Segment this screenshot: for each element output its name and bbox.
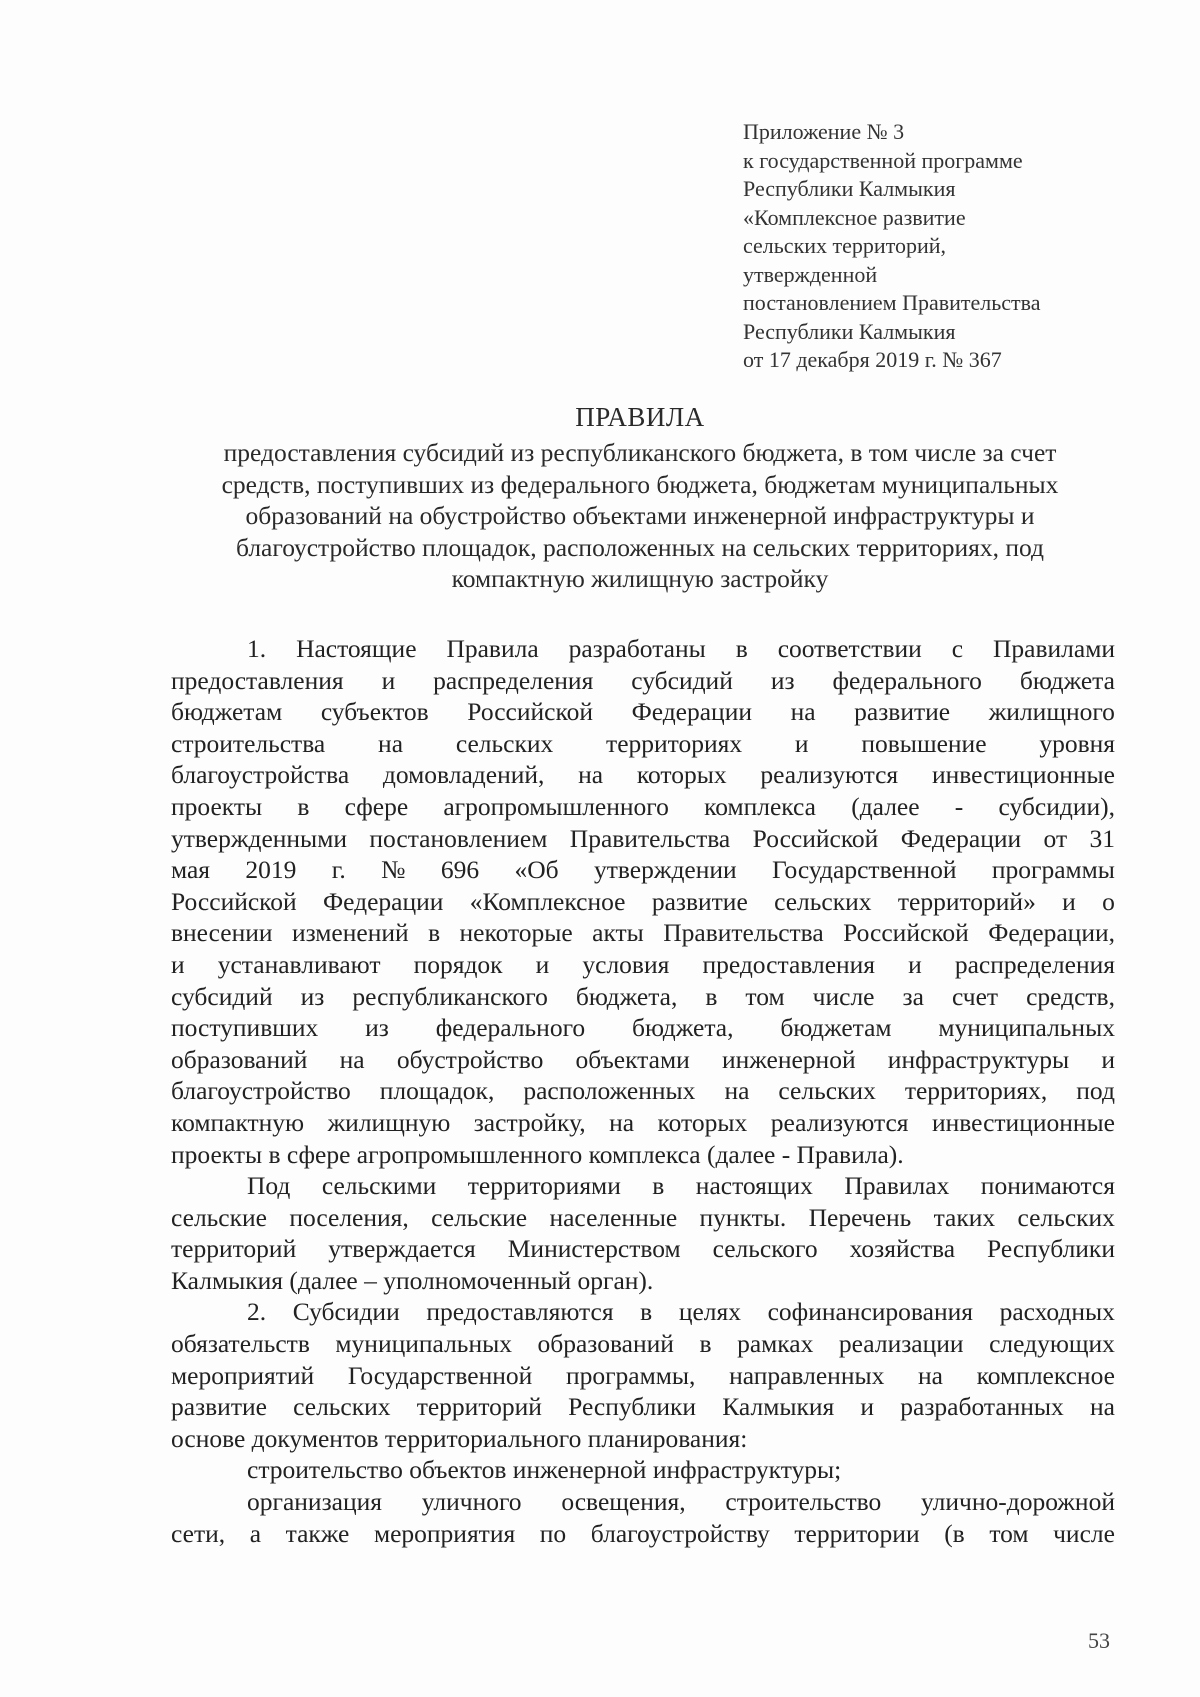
body-word: числе bbox=[1053, 1518, 1115, 1548]
body-word: Правилами bbox=[992, 634, 1115, 663]
body-line bbox=[171, 917, 1115, 949]
body-line bbox=[171, 1454, 1115, 1486]
body-word: уличного bbox=[421, 1487, 522, 1517]
appendix-line: от 17 декабря 2019 г. № 367 bbox=[743, 347, 1002, 372]
body-word: из bbox=[770, 665, 795, 695]
body-word: уровня bbox=[1039, 728, 1115, 758]
body-word: площадок, bbox=[379, 1076, 495, 1106]
body-word: следующих bbox=[989, 1329, 1115, 1359]
body-word: сельского bbox=[712, 1234, 818, 1264]
body-word: которых bbox=[636, 760, 727, 790]
body-word: Государственной bbox=[772, 855, 957, 885]
body-word: реализуются bbox=[760, 760, 899, 790]
body-word: некоторые bbox=[459, 918, 573, 948]
body-word: соответствии bbox=[777, 634, 922, 663]
body-word: жилищную bbox=[327, 1107, 451, 1137]
body-word: том bbox=[989, 1518, 1029, 1548]
body-word: разработаны bbox=[568, 634, 706, 663]
body-word: Российской bbox=[467, 697, 593, 727]
appendix-line: сельских территорий, bbox=[743, 233, 947, 258]
body-word: инвестиционные bbox=[931, 1107, 1115, 1137]
body-line bbox=[171, 633, 1115, 665]
body-word: субъектов bbox=[320, 697, 429, 727]
body-word: и bbox=[171, 949, 185, 979]
body-word: Под bbox=[247, 1171, 291, 1201]
body-word: 31 bbox=[1089, 823, 1115, 853]
body-word: поселения, bbox=[289, 1202, 409, 1232]
body-word: на bbox=[609, 1107, 635, 1137]
body-word: Правительства bbox=[569, 823, 731, 853]
body-line bbox=[171, 1423, 1115, 1455]
body-line bbox=[171, 1170, 1115, 1202]
body-word: изменений bbox=[291, 918, 409, 948]
body-word: постановлением bbox=[369, 823, 548, 853]
body-word: Правилах bbox=[844, 1171, 950, 1201]
body-line-text: строительство объектов инженерной инфраструктуры; bbox=[247, 1455, 842, 1485]
body-word: комплекса bbox=[704, 791, 816, 821]
body-line bbox=[171, 1360, 1115, 1392]
body-word: строительство bbox=[725, 1487, 882, 1517]
body-line-text: проекты в сфере агропромышленного комплекса (далее - Правила). bbox=[171, 1139, 904, 1169]
document-title: ПРАВИЛА bbox=[575, 402, 705, 432]
body-word: Федерации bbox=[323, 886, 444, 916]
body-word: домовладений, bbox=[382, 760, 545, 790]
body-line bbox=[171, 1107, 1115, 1139]
body-word: реализации bbox=[838, 1329, 964, 1359]
body-word: реализуются bbox=[770, 1107, 909, 1137]
body-line bbox=[171, 1391, 1115, 1423]
body-line bbox=[171, 1486, 1115, 1518]
body-word: Федерации bbox=[631, 697, 752, 727]
body-word: инвестиционные bbox=[931, 760, 1115, 790]
body-word: инженерной bbox=[721, 1044, 856, 1074]
body-word: 696 bbox=[440, 855, 480, 885]
document-subtitle bbox=[170, 437, 1110, 595]
body-word: организация bbox=[247, 1487, 382, 1517]
body-word: распределения bbox=[954, 949, 1115, 979]
body-word: таких bbox=[933, 1202, 996, 1232]
body-word: развитие bbox=[854, 697, 951, 727]
body-word: федерального bbox=[832, 665, 982, 695]
body-word: сельские bbox=[171, 1202, 267, 1232]
body-line bbox=[171, 791, 1115, 823]
body-word: территории bbox=[794, 1518, 920, 1548]
body-word: и bbox=[794, 728, 809, 758]
body-word: территориях, bbox=[904, 1076, 1048, 1106]
body-word: Перечень bbox=[808, 1202, 912, 1232]
body-word: «Комплексное bbox=[469, 886, 626, 916]
body-word: в bbox=[705, 981, 718, 1011]
appendix-line: Республики Калмыкия bbox=[743, 318, 956, 344]
body-word: с bbox=[951, 634, 964, 663]
body-word: Настоящие bbox=[296, 634, 417, 663]
body-word: проекты bbox=[171, 791, 263, 821]
body-line bbox=[171, 1075, 1115, 1107]
body-word: Государственной bbox=[347, 1360, 533, 1390]
subtitle-line: компактную жилищную застройку bbox=[451, 564, 829, 593]
body-word: за bbox=[902, 981, 924, 1011]
body-word: бюджетам bbox=[780, 1013, 892, 1043]
body-word: рамках bbox=[737, 1329, 814, 1359]
body-word: которых bbox=[657, 1107, 748, 1137]
body-word: в bbox=[297, 791, 310, 821]
body-word: от bbox=[1043, 823, 1068, 853]
body-word: сельских bbox=[774, 886, 872, 916]
body-word: акты bbox=[592, 918, 644, 948]
body-word: субсидии), bbox=[998, 791, 1115, 821]
body-word: субсидий bbox=[171, 981, 273, 1011]
body-line bbox=[171, 1202, 1115, 1234]
body-word: том bbox=[745, 981, 785, 1011]
body-word: разработанных bbox=[900, 1392, 1064, 1422]
body-word: комплексное bbox=[976, 1360, 1115, 1390]
body-line bbox=[171, 854, 1115, 886]
body-word: бюджета, bbox=[575, 981, 678, 1011]
appendix-line: Приложение № 3 bbox=[743, 119, 905, 144]
body-line bbox=[171, 665, 1115, 697]
body-word: распределения bbox=[433, 665, 594, 695]
body-line bbox=[171, 981, 1115, 1013]
body-line bbox=[171, 1044, 1115, 1076]
body-word: жилищного bbox=[988, 697, 1115, 727]
body-word: «Об bbox=[514, 855, 559, 885]
body-word: понимаются bbox=[980, 1171, 1115, 1201]
body-word: строительства bbox=[171, 728, 326, 758]
body-word: счет bbox=[951, 981, 999, 1011]
body-word: порядок bbox=[413, 949, 503, 979]
body-word: населенные bbox=[549, 1202, 678, 1232]
body-word: о bbox=[1102, 886, 1115, 916]
body-word: инфраструктуры bbox=[887, 1044, 1070, 1074]
body-word: Республики bbox=[568, 1392, 697, 1422]
body-word: мероприятий bbox=[171, 1360, 315, 1390]
body-word: внесении bbox=[171, 918, 273, 948]
appendix-line: к государственной программе bbox=[743, 147, 1023, 173]
body-word: программы, bbox=[565, 1360, 696, 1390]
body-word: территориях bbox=[606, 728, 743, 758]
body-word: благоустройство bbox=[171, 1076, 351, 1106]
body-word: утвержденными bbox=[171, 823, 347, 853]
body-line bbox=[171, 1139, 1115, 1171]
body-word: предоставляются bbox=[426, 1297, 614, 1327]
body-word: Российской bbox=[752, 823, 879, 853]
body-word: Калмыкия bbox=[722, 1392, 835, 1422]
body-word: мая bbox=[171, 855, 211, 885]
body-word: территориями bbox=[467, 1171, 621, 1201]
body-word: 2. bbox=[247, 1297, 267, 1327]
body-word: Республики bbox=[987, 1234, 1115, 1264]
body-word: агропромышленного bbox=[443, 791, 669, 821]
body-word: Субсидии bbox=[292, 1297, 400, 1327]
body-word: Федерации bbox=[900, 823, 1022, 853]
body-line bbox=[171, 949, 1115, 981]
body-word: бюджетам bbox=[171, 697, 283, 727]
body-word: на bbox=[339, 1044, 365, 1074]
body-word: повышение bbox=[861, 728, 987, 758]
body-line-text: основе документов территориального планирования: bbox=[171, 1423, 748, 1453]
body-word: предоставления bbox=[702, 949, 876, 979]
body-word: г. bbox=[331, 855, 346, 885]
subtitle-line: предоставления субсидий из республиканского бюджета, в том числе за счет bbox=[223, 438, 1057, 467]
body-line bbox=[171, 823, 1115, 855]
body-word: муниципальных bbox=[335, 1329, 512, 1359]
body-word: объектами bbox=[575, 1044, 690, 1074]
body-word: софинансирования bbox=[767, 1297, 973, 1327]
body-word: в bbox=[652, 1171, 665, 1201]
body-word: на bbox=[378, 728, 404, 758]
body-word: по bbox=[539, 1518, 567, 1548]
body-word: 2019 bbox=[245, 855, 297, 885]
appendix-header bbox=[743, 118, 1163, 375]
body-word: поступивших bbox=[171, 1013, 319, 1043]
body-word: и bbox=[860, 1392, 875, 1422]
body-word: программы bbox=[991, 855, 1115, 885]
body-word: также bbox=[285, 1518, 350, 1548]
body-word: благоустройству bbox=[590, 1518, 770, 1548]
body-word: расходных bbox=[999, 1297, 1115, 1327]
body-word: благоустройства bbox=[171, 760, 350, 790]
body-word: обустройство bbox=[396, 1044, 544, 1074]
body-word: развитие bbox=[651, 886, 748, 916]
body-word: обязательств bbox=[171, 1329, 310, 1359]
body-word: в bbox=[428, 918, 441, 948]
appendix-line: Республики Калмыкия bbox=[743, 176, 956, 201]
body-word: предоставления bbox=[171, 665, 344, 695]
body-word: компактную bbox=[171, 1107, 305, 1137]
body-word: и bbox=[908, 949, 922, 979]
body-word: хозяйства bbox=[849, 1234, 956, 1264]
body-word: из bbox=[365, 1013, 389, 1043]
body-word: сельские bbox=[431, 1202, 528, 1232]
body-word: улично-дорожной bbox=[921, 1487, 1115, 1517]
body-word: № bbox=[381, 855, 406, 885]
body-word: и bbox=[1101, 1044, 1115, 1074]
subtitle-line: образований на обустройство объектами инженерной инфраструктуры и bbox=[245, 501, 1035, 530]
body-word: расположенных bbox=[523, 1076, 696, 1106]
body-word: республиканского bbox=[352, 981, 548, 1011]
body-line bbox=[171, 696, 1115, 728]
body-word: из bbox=[300, 981, 325, 1011]
body-word: в bbox=[735, 634, 748, 663]
body-word: Российской bbox=[171, 886, 297, 916]
body-word: (далее bbox=[851, 791, 920, 821]
body-word: утверждении bbox=[593, 855, 737, 885]
appendix-line: постановлением Правительства bbox=[743, 290, 1041, 315]
appendix-line: «Комплексное развитие bbox=[743, 204, 966, 230]
body-word: сети, bbox=[171, 1518, 226, 1548]
document-body bbox=[171, 633, 1115, 1549]
body-word: территорий bbox=[171, 1234, 297, 1264]
body-line bbox=[171, 728, 1115, 760]
body-word: и bbox=[381, 665, 396, 695]
body-word: в bbox=[699, 1329, 712, 1359]
body-word: развитие bbox=[171, 1392, 267, 1422]
body-line bbox=[171, 1233, 1115, 1265]
body-word: сельскими bbox=[321, 1171, 437, 1201]
body-word: - bbox=[954, 791, 964, 821]
body-word: Федерации, bbox=[988, 918, 1115, 948]
body-word: федерального bbox=[435, 1013, 586, 1043]
body-line bbox=[171, 1328, 1115, 1360]
body-word: сфере bbox=[344, 791, 409, 821]
body-word: на bbox=[724, 1076, 750, 1106]
body-line bbox=[171, 1518, 1115, 1550]
body-word: направленных bbox=[729, 1360, 885, 1390]
body-word: Российской bbox=[843, 918, 969, 948]
body-word: сельских bbox=[293, 1392, 391, 1422]
body-word: сельских bbox=[1017, 1202, 1115, 1232]
body-line-text: Калмыкия (далее – уполномоченный орган). bbox=[171, 1265, 654, 1295]
body-line bbox=[171, 1265, 1115, 1297]
body-word: на bbox=[918, 1360, 943, 1390]
body-word: и bbox=[1062, 886, 1076, 916]
body-word: под bbox=[1076, 1076, 1115, 1106]
body-word: освещения, bbox=[561, 1487, 686, 1517]
body-word: мероприятия bbox=[373, 1518, 516, 1548]
body-word: Министерством bbox=[507, 1234, 681, 1264]
body-word: (в bbox=[944, 1518, 965, 1548]
body-word: Правила bbox=[446, 634, 539, 663]
body-word: числе bbox=[812, 981, 875, 1011]
body-word: утверждается bbox=[328, 1234, 476, 1264]
body-word: и bbox=[535, 949, 550, 979]
body-word: застройку, bbox=[473, 1107, 586, 1137]
body-word: целях bbox=[678, 1297, 741, 1327]
body-word: бюджета bbox=[1019, 665, 1115, 695]
body-word: муниципальных bbox=[938, 1013, 1115, 1043]
body-word: пункты. bbox=[699, 1202, 787, 1232]
body-word: на bbox=[1090, 1392, 1115, 1422]
body-word: территорий» bbox=[897, 886, 1036, 916]
body-word: бюджета, bbox=[632, 1013, 734, 1043]
body-line bbox=[171, 759, 1115, 791]
body-word: образований bbox=[171, 1044, 308, 1074]
body-word: устанавливают bbox=[217, 949, 381, 979]
body-word: средств, bbox=[1026, 981, 1115, 1011]
body-line bbox=[171, 1012, 1115, 1044]
appendix-line: утвержденной bbox=[743, 261, 878, 287]
body-word: настоящих bbox=[695, 1171, 813, 1201]
body-line bbox=[171, 1296, 1115, 1328]
body-word: 1. bbox=[247, 634, 267, 663]
body-word: на bbox=[790, 697, 816, 727]
body-word: образований bbox=[537, 1329, 674, 1359]
body-word: условия bbox=[582, 949, 670, 979]
page-number: 53 bbox=[1088, 1628, 1110, 1653]
subtitle-line: средств, поступивших из федерального бюджета, бюджетам муниципальных bbox=[221, 469, 1059, 499]
body-word: сельских bbox=[778, 1076, 876, 1106]
body-word: а bbox=[249, 1518, 262, 1548]
body-word: в bbox=[640, 1297, 653, 1327]
body-word: сельских bbox=[455, 728, 554, 758]
body-line bbox=[171, 886, 1115, 918]
body-word: Правительства bbox=[663, 918, 824, 948]
body-word: субсидий bbox=[631, 665, 733, 695]
body-word: территорий bbox=[416, 1392, 542, 1422]
body-word: на bbox=[578, 760, 604, 790]
subtitle-line: благоустройство площадок, расположенных на сельских территориях, под bbox=[235, 532, 1045, 562]
